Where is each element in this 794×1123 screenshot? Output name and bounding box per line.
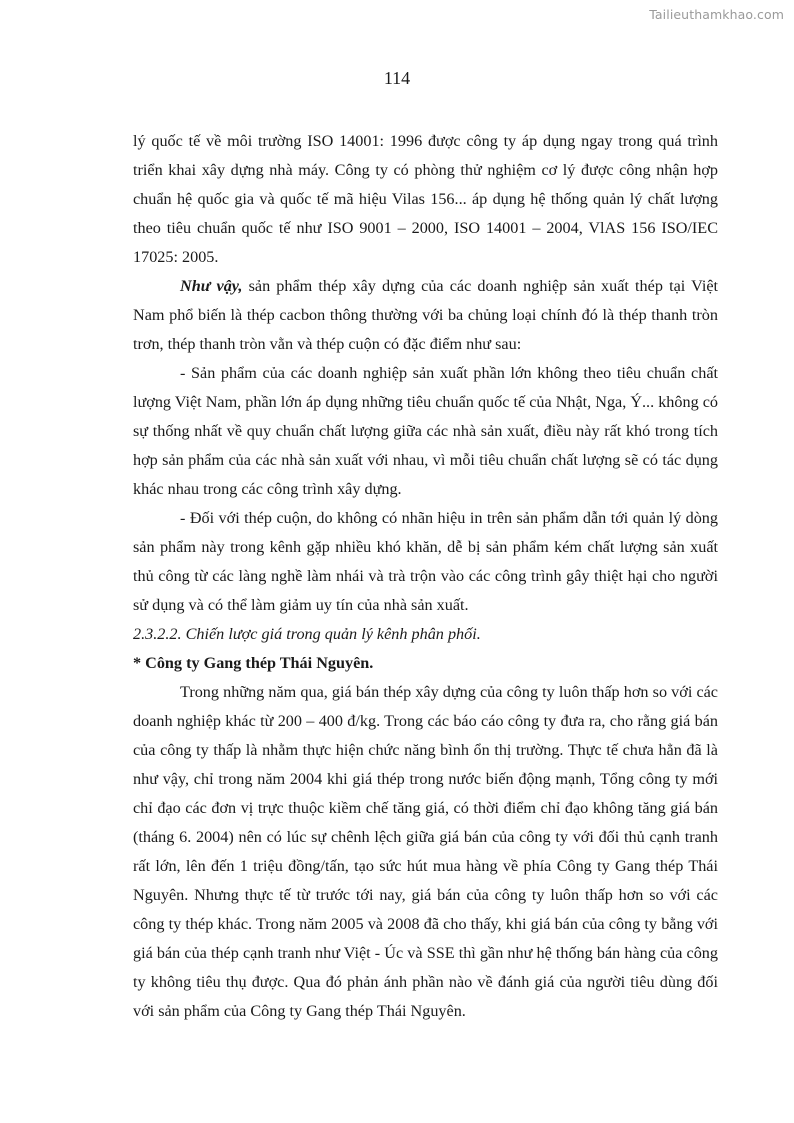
paragraph-summary-lead: Như vậy, xyxy=(180,277,243,295)
paragraph-summary xyxy=(133,272,718,359)
section-heading: 2.3.2.2. Chiến lược giá trong quản lý kênh phân phối. xyxy=(133,625,481,643)
document-body xyxy=(133,127,718,1026)
paragraph-iso-standards: lý quốc tế về môi trường ISO 14001: 1996 được công ty áp dụng ngay trong quá trình triển khai xây dựng nhà máy. Công ty có phòng thử nghiệm cơ lý được công nhận hợp chuẩn hệ quốc gia và quốc tế mã hiệu Vilas 156... áp dụng hệ thống quản lý chất lượng theo tiêu chuẩn quốc tế như ISO 9001 – 2000, ISO 14001 – 2004, VlAS 156 ISO/IEC 17025: 2005. xyxy=(133,132,718,266)
paragraph-quality-standards: - Sản phẩm của các doanh nghiệp sản xuất phần lớn không theo tiêu chuẩn chất lượng Việt Nam, phần lớn áp dụng những tiêu chuẩn quốc tế của Nhật, Nga, Ý... không có sự thống nhất về quy chuẩn chất lượng giữa các nhà sản xuất, điều này rất khó trong tích hợp sản phẩm của các nhà sản xuất với nhau, vì mỗi tiêu chuẩn chất lượng sẽ có tác dụng khác nhau trong các công trình xây dựng. xyxy=(133,364,718,498)
watermark: Tailieuthamkhao.com xyxy=(649,7,784,22)
page-number: 114 xyxy=(383,68,411,88)
paragraph-coil-steel: - Đối với thép cuộn, do không có nhãn hiệu in trên sản phẩm dẫn tới quản lý dòng sản phẩm này trong kênh gặp nhiều khó khăn, dễ bị sản phẩm kém chất lượng sản xuất thủ công từ các làng nghề làm nhái và trà trộn vào các công trình gây thiệt hại cho người sử dụng và có thể làm giảm uy tín của nhà sản xuất. xyxy=(133,509,718,614)
paragraph-summary-text: sản phẩm thép xây dựng của các doanh nghiệp sản xuất thép tại Việt Nam phổ biến là thép cacbon thông thường với ba chủng loại chính đó là thép thanh tròn trơn, thép thanh tròn vằn và thép cuộn có đặc điểm như sau: xyxy=(133,277,718,353)
company-heading: * Công ty Gang thép Thái Nguyên. xyxy=(133,654,374,672)
paragraph-pricing: Trong những năm qua, giá bán thép xây dựng của công ty luôn thấp hơn so với các doanh nghiệp khác từ 200 – 400 đ/kg. Trong các báo cáo công ty đưa ra, cho rằng giá bán của công ty thấp là nhằm thực hiện chức năng bình ổn thị trường. Thực tế chưa hẳn đã là như vậy, chỉ trong năm 2004 khi giá thép trong nước biến động mạnh, Tổng công ty mới chỉ đạo các đơn vị trực thuộc kiềm chế tăng giá, có thời điểm chỉ đạo không tăng giá bán (tháng 6. 2004) nên có lúc sự chênh lệch giữa giá bán của công ty với đối thủ cạnh tranh rất lớn, lên đến 1 triệu đồng/tấn, tạo sức hút mua hàng về phía Công ty Gang thép Thái Nguyên. Nhưng thực tế từ trước tới nay, giá bán của công ty luôn thấp hơn so với các công ty thép khác. Trong năm 2005 và 2008 đã cho thấy, khi giá bán của công ty bằng với giá bán của thép cạnh tranh như Việt - Úc và SSE thì gần như hệ thống bán hàng của công ty không tiêu thụ được. Qua đó phản ánh phần nào về đánh giá của người tiêu dùng đối với sản phẩm của Công ty Gang thép Thái Nguyên. xyxy=(133,683,718,1020)
